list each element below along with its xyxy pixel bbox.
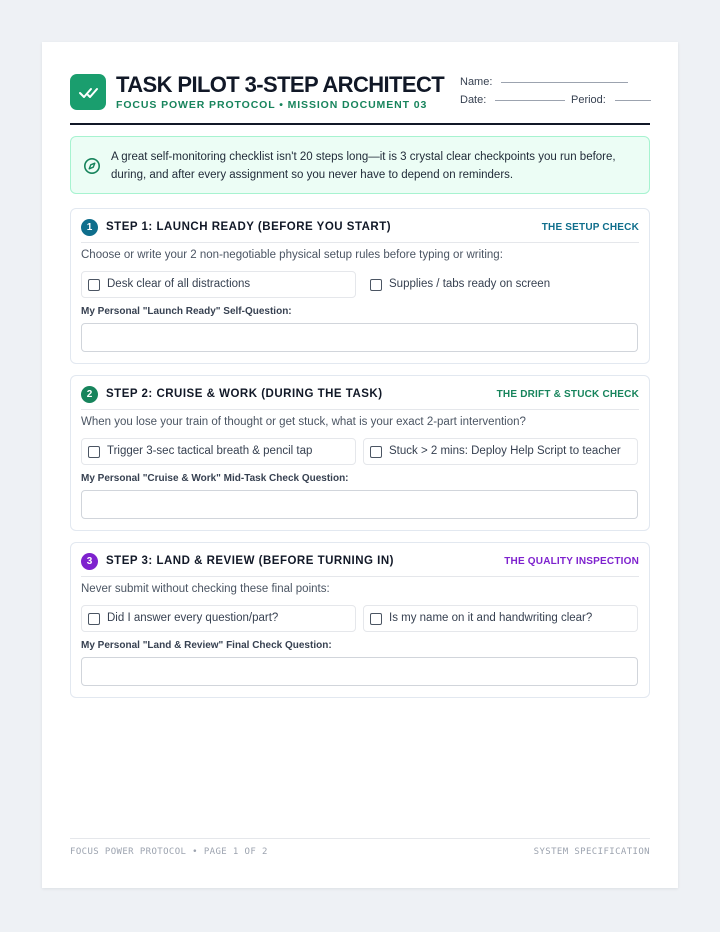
header-divider <box>70 123 650 125</box>
name-label: Name: <box>460 76 493 88</box>
step-2-question-label: My Personal "Cruise & Work" Mid-Task Check Question: <box>81 473 349 484</box>
step-2-tag: THE DRIFT & STUCK CHECK <box>496 389 639 400</box>
name-line <box>501 82 628 83</box>
step-3-badge: 3 <box>81 553 98 570</box>
option-label: Desk clear of all distractions <box>107 278 251 290</box>
page-title: TASK PILOT 3-STEP ARCHITECT <box>116 72 445 97</box>
name-field[interactable] <box>460 76 628 88</box>
step-2-card <box>70 375 650 531</box>
date-line <box>495 100 565 101</box>
step-2-prompt: When you lose your train of thought or get stuck, what is your exact 2-part intervention? <box>81 416 526 428</box>
step-3-option-1[interactable] <box>81 605 356 632</box>
step-1-prompt: Choose or write your 2 non-negotiable physical setup rules before typing or writing: <box>81 249 503 261</box>
step-1-question-input[interactable] <box>81 323 638 352</box>
option-label: Did I answer every question/part? <box>107 612 279 624</box>
period-line <box>615 100 651 101</box>
date-field[interactable] <box>460 94 565 106</box>
step-1-card <box>70 208 650 364</box>
step-2-option-2[interactable] <box>363 438 638 465</box>
step-3-prompt: Never submit without checking these final points: <box>81 583 330 595</box>
checkbox[interactable] <box>370 613 382 625</box>
step-1-tag: THE SETUP CHECK <box>541 222 639 233</box>
option-label: Trigger 3-sec tactical breath & pencil tap <box>107 445 313 457</box>
checkbox[interactable] <box>88 613 100 625</box>
checkbox[interactable] <box>370 279 382 291</box>
step-2-title: STEP 2: CRUISE & WORK (DURING THE TASK) <box>106 388 383 400</box>
step-2-option-1[interactable] <box>81 438 356 465</box>
footer-divider <box>70 838 650 839</box>
step-3-title: STEP 3: LAND & REVIEW (BEFORE TURNING IN) <box>106 555 394 567</box>
step-3-card <box>70 542 650 698</box>
step-1-header <box>81 219 639 243</box>
date-label: Date: <box>460 94 487 106</box>
step-3-tag: THE QUALITY INSPECTION <box>504 556 639 567</box>
step-3-question-label: My Personal "Land & Review" Final Check Question: <box>81 640 332 651</box>
step-3-header <box>81 553 639 577</box>
footer-right: SYSTEM SPECIFICATION <box>533 847 650 857</box>
option-label: Is my name on it and handwriting clear? <box>389 612 593 624</box>
option-label: Stuck > 2 mins: Deploy Help Script to teacher <box>389 445 621 457</box>
checkbox[interactable] <box>88 446 100 458</box>
step-1-option-2[interactable] <box>363 271 638 298</box>
period-label: Period: <box>571 94 606 106</box>
step-1-title: STEP 1: LAUNCH READY (BEFORE YOU START) <box>106 221 392 233</box>
option-label: Supplies / tabs ready on screen <box>389 278 551 290</box>
period-field[interactable] <box>571 94 651 106</box>
step-1-option-1[interactable] <box>81 271 356 298</box>
step-2-badge: 2 <box>81 386 98 403</box>
intro-callout <box>70 136 650 194</box>
double-check-icon <box>70 74 106 110</box>
step-2-question-input[interactable] <box>81 490 638 519</box>
step-1-badge: 1 <box>81 219 98 236</box>
checkbox[interactable] <box>370 446 382 458</box>
worksheet-page <box>42 42 678 888</box>
page-header <box>70 72 650 124</box>
step-3-option-2[interactable] <box>363 605 638 632</box>
compass-icon <box>83 157 101 175</box>
step-3-question-input[interactable] <box>81 657 638 686</box>
intro-text: A great self-monitoring checklist isn't 20 steps long—it is 3 crystal clear checkpoints you run before, during, and after every assignment so you never have to depend on reminders. <box>111 151 616 181</box>
footer-left: FOCUS POWER PROTOCOL • PAGE 1 OF 2 <box>70 847 268 857</box>
page-subtitle: FOCUS POWER PROTOCOL • MISSION DOCUMENT 03 <box>116 99 428 111</box>
step-1-question-label: My Personal "Launch Ready" Self-Question: <box>81 306 292 317</box>
checkbox[interactable] <box>88 279 100 291</box>
step-2-header <box>81 386 639 410</box>
